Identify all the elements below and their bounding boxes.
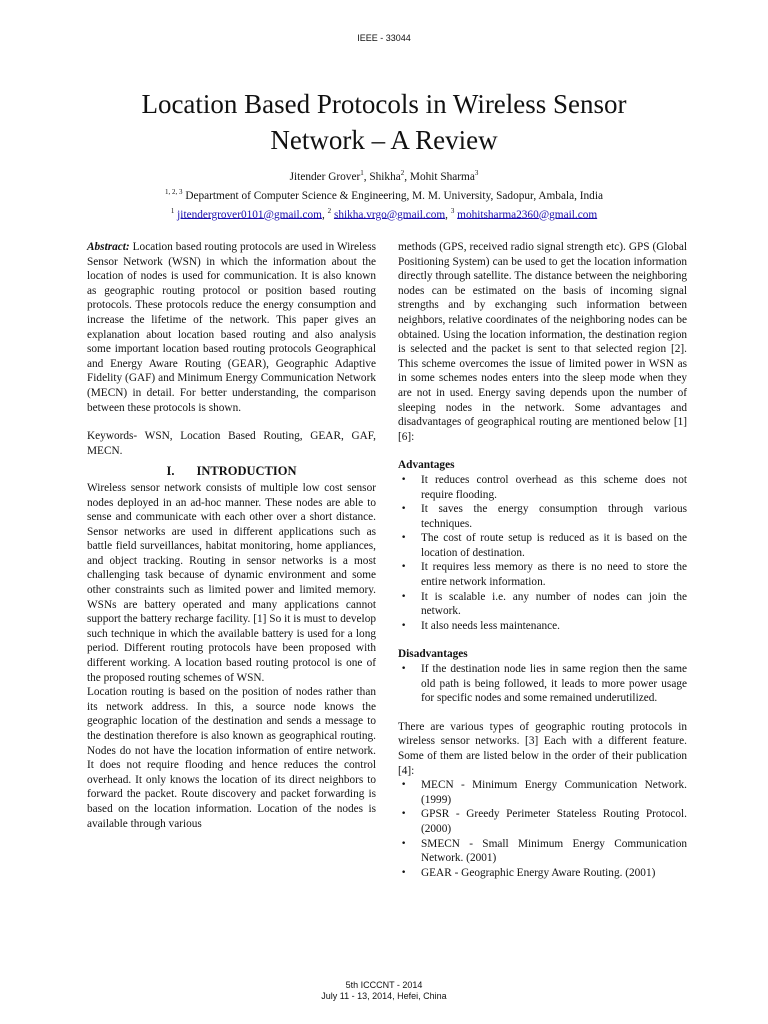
protocols-list [398, 778, 687, 880]
abstract-label: Abstract: [87, 241, 130, 253]
list-item: • It also needs less maintenance. [401, 619, 560, 632]
author-block [0, 166, 768, 222]
right-paragraph-2: There are various types of geographic routing protocols in wireless sensor networks. [3] Each with a different feature. Some of them are listed below in the order of their publication [4]: [398, 720, 687, 777]
author-3: , Mohit Sharma [404, 170, 475, 183]
section-heading-introduction: I. INTRODUCTION [166, 464, 297, 479]
author-2: , Shikha [363, 170, 401, 183]
list-item: • GPSR - Greedy Perimeter Stateless Routing Protocol. (2000) [401, 808, 687, 835]
abstract [87, 240, 376, 415]
list-item: • It requires less memory as there is no need to store the entire network information. [401, 561, 687, 589]
list-item: • MECN - Minimum Energy Communication Network. (1999) [401, 779, 687, 806]
right-column [398, 240, 687, 880]
list-item: • GEAR - Geographic Energy Aware Routing. (2001) [401, 866, 656, 879]
intro-paragraph-1: Wireless sensor network consists of multiple low cost sensor nodes deployed in an ad-hoc manner. These nodes are able to sense and communicate with each other over a short distance. Sensor networks are used in different applications such as battle field surveillances, habitat monitoring, home appliances, and object tracking. Routing in sensor networks is a most challenging task because of dynamic environment and some other constraints such as limited power and limited memory. WSNs are battery operated and many applications cannot support the battery recharge facility. [1] So it is must to develop such technique in which the available battery is used for a long period. Different routing protocols have been proposed with different working. A location based routing protocol is one of the proposed routing schemes of WSN. [87, 481, 376, 684]
running-header: IEEE - 33044 [357, 33, 411, 43]
intro-paragraph-2: Location routing is based on the position of nodes rather than its network address. In this, a source node knows the geographic location of the destination and sends a message to the destination therefore is also known as geographical routing. Nodes do not have the location information of entire network. It does not require flooding and hence reduces the control overhead. It only knows the location of its direct neighbors to forward the packet. Route discovery and packet forwarding is based on the location information. Location of the nodes is available through various [87, 686, 376, 830]
advantages-list [398, 473, 687, 634]
author-1: Jitender Grover [289, 170, 361, 183]
affiliation: $^{1, 2, 3}$ Department of Computer Science & Engineering, M. M. University, Sadopur, Ambala, India [165, 187, 603, 202]
list-item: • If the destination node lies in same region then the same old path is being followed, it leads to more power usage for specific nodes and some remained underutilized. [401, 663, 687, 705]
email-link-3[interactable]: mohitsharma2360@gmail.com [457, 208, 598, 221]
list-item: • It saves the energy consumption through various techniques. [401, 503, 687, 530]
title-line-1: Location Based Protocols in Wireless Sensor [141, 89, 627, 119]
list-item: • The cost of route setup is reduced as it is based on the location of destination. [401, 532, 687, 559]
advantages-heading: Advantages [398, 459, 455, 472]
list-item: • It reduces control overhead as this scheme does not require flooding. [401, 473, 687, 501]
keywords: Keywords- WSN, Location Based Routing, GEAR, GAF, MECN. [87, 430, 376, 457]
disadvantages-heading: Disadvantages [398, 648, 468, 661]
paper-title [90, 86, 678, 158]
abstract-text: Location based routing protocols are used in Wireless Sensor Network (WSN) in which the information about the location of nodes is used for communication. It is also known as geographic routing protocol or position based routing protocols. These protocols reduce the energy consumption and increase the lifetime of the network. This paper gives an explanation about location based routing and also analysis some important location based routing protocols Geographical and Energy Aware Routing (GEAR), Geographic Adaptive Fidelity (GAF) and Minimum Energy Communication Network (MECN) in detail. For better understanding, the comparison between these protocols is shown. [87, 241, 376, 414]
author-emails: $^1$ jitendergrover0101@gmail.com, $^2$ shikha.vrgo@gmail.com, $^3$ mohitsharma2360@gmail.com [170, 206, 598, 221]
title-line-2: Network – A Review [270, 125, 498, 155]
disadvantages-list [398, 662, 687, 706]
footer-conference: 5th ICCCNT - 2014 [345, 980, 423, 990]
list-item: • SMECN - Small Minimum Energy Communication Network. (2001) [401, 837, 687, 865]
footer-date-location: July 11 - 13, 2014, Hefei, China [321, 991, 447, 1001]
email-link-2[interactable]: shikha.vrgo@gmail.com [333, 208, 446, 221]
email-link-1[interactable]: jitendergrover0101@gmail.com [177, 208, 322, 221]
author-names: Jitender Grover$^1$, Shikha$^2$, Mohit Sharma$^3$ [289, 169, 479, 183]
left-column [87, 240, 376, 831]
right-paragraph-1: methods (GPS, received radio signal strength etc). GPS (Global Positioning System) can be used to get the location information directly through satellite. The distance between the neighboring nodes can be estimated on the basis of incoming signal strengths and by exchanging such information between neighbors, relative coordinates of the neighboring nodes can be obtained. Using the location information, the destination region is selected and the packet is sent to that selected region [2]. This scheme overcomes the issue of limited power in WSN as in some schemes nodes enters into the sleep mode when they are not in used. Energy saving depends upon the number of sleeping nodes in the network. Some advantages and disadvantages of geographical routing are mentioned below [1] [6]: [398, 241, 687, 443]
list-item: • It is scalable i.e. any number of nodes can join the network. [401, 590, 687, 618]
page-footer [0, 980, 768, 1002]
